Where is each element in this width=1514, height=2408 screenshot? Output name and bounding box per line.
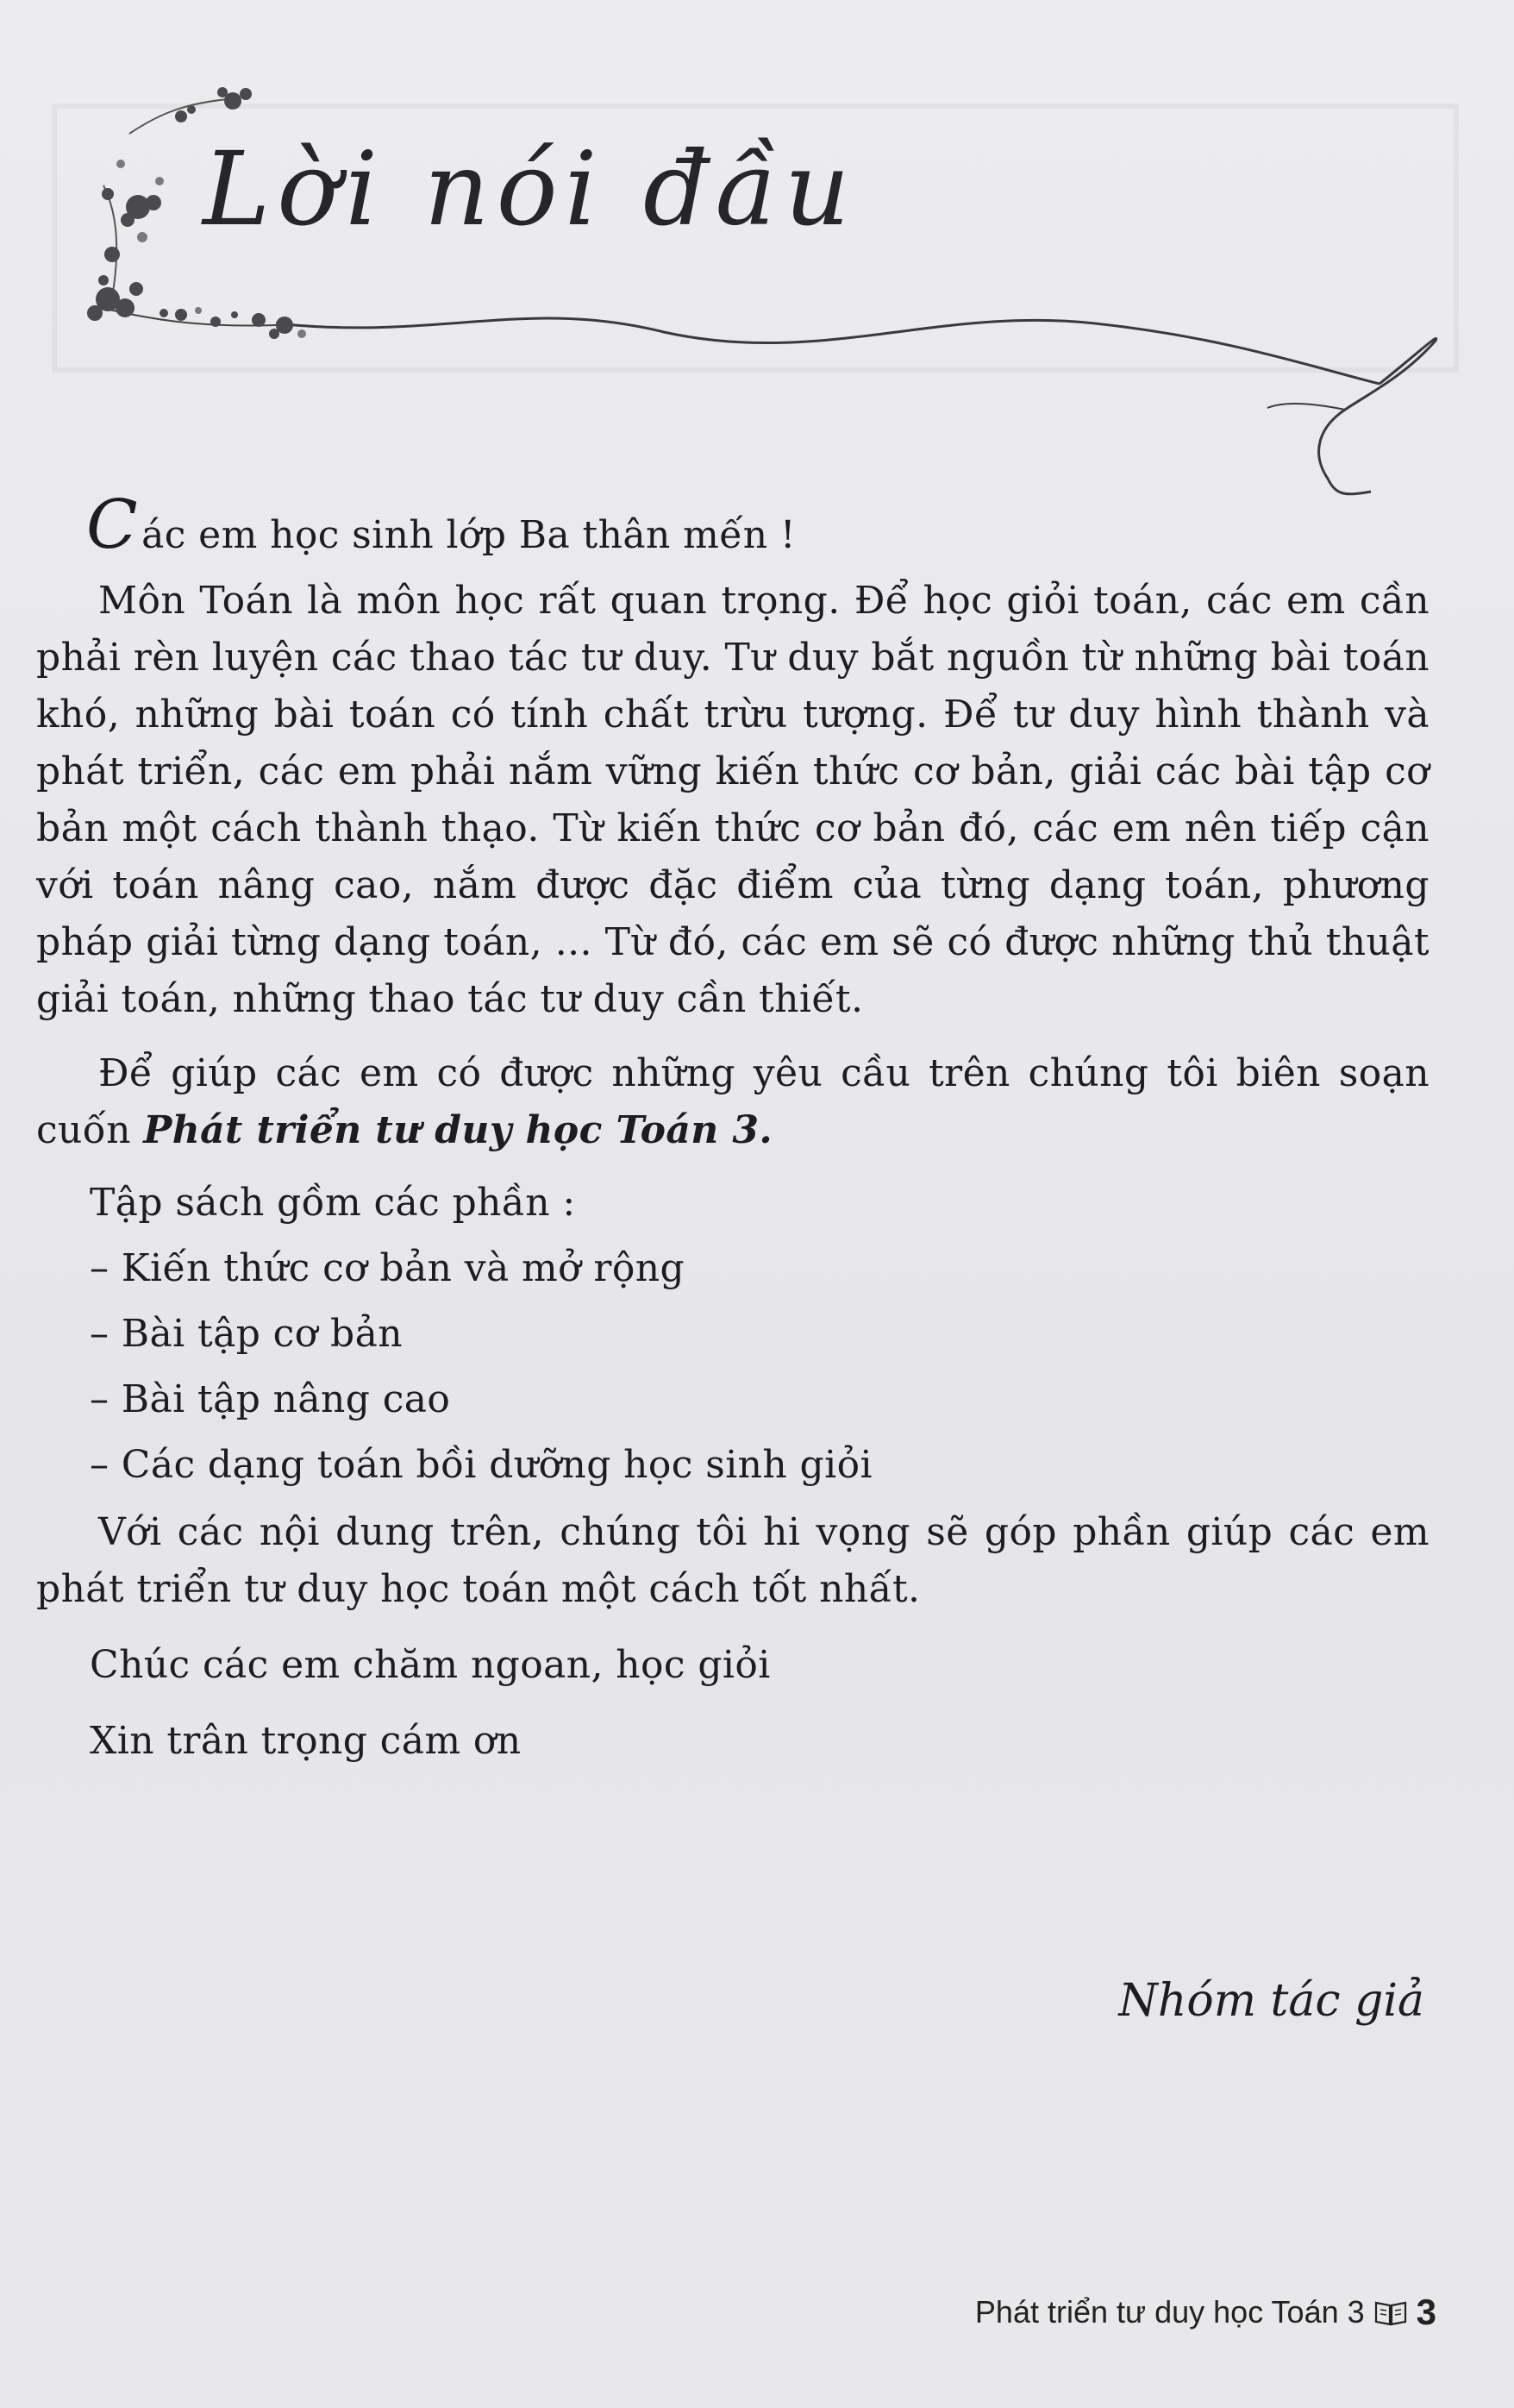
preface-text xyxy=(36,486,1430,1770)
footer-book-name: Phát triển tư duy học Toán 3 xyxy=(974,2294,1365,2330)
list-item: – Kiến thức cơ bản và mở rộng xyxy=(90,1246,685,1290)
list-item: – Các dạng toán bồi dưỡng học sinh giỏi xyxy=(90,1443,873,1487)
author-signature: Nhóm tác giả xyxy=(1118,1975,1424,2027)
parts-intro: Tập sách gồm các phần : xyxy=(90,1181,576,1225)
greeting xyxy=(36,486,1430,564)
page-number: 3 xyxy=(1416,2292,1436,2332)
paragraph-3: Với các nội dung trên, chúng tôi hi vọng sẽ góp phần giúp các em phát triển tư duy học toán một cách tốt nhất. xyxy=(36,1510,1430,1611)
page-title: Lời nói đầu xyxy=(203,129,857,248)
page-footer xyxy=(975,2292,1436,2333)
greeting-text: ác em học sinh lớp Ba thân mến ! xyxy=(141,513,796,557)
closing-thanks: Xin trân trọng cám ơn xyxy=(90,1719,522,1763)
paragraph-2 xyxy=(36,1045,1430,1159)
list-item: – Bài tập nâng cao xyxy=(90,1377,451,1421)
dropcap-letter: C xyxy=(86,486,139,564)
book-title: Phát triển tư duy học Toán 3. xyxy=(143,1108,773,1152)
list-item: – Bài tập cơ bản xyxy=(90,1312,403,1356)
closing-wish: Chúc các em chăm ngoan, học giỏi xyxy=(90,1643,771,1687)
paragraph-2-text: Để giúp các em có được những yêu cầu trên chúng tôi biên soạn cuốn xyxy=(36,1051,1430,1152)
open-book-icon xyxy=(1373,2298,1408,2327)
paragraph-1: Môn Toán là môn học rất quan trọng. Để học giỏi toán, các em cần phải rèn luyện các thao tác tư duy. Tư duy bắt nguồn từ những bài toán khó, những bài toán có tính chất trừu tượng. Để tư duy hình thành và phát triển, các em phải nắm vững kiến thức cơ bản, giải các bài tập cơ bản một cách thành thạo. Từ kiến thức cơ bản đó, các em nên tiếp cận với toán nâng cao, nắm được đặc điểm của từng dạng toán, phương pháp giải từng dạng toán, ... Từ đó, các em sẽ có được những thủ thuật giải toán, những thao tác tư duy cần thiết. xyxy=(36,579,1430,1021)
